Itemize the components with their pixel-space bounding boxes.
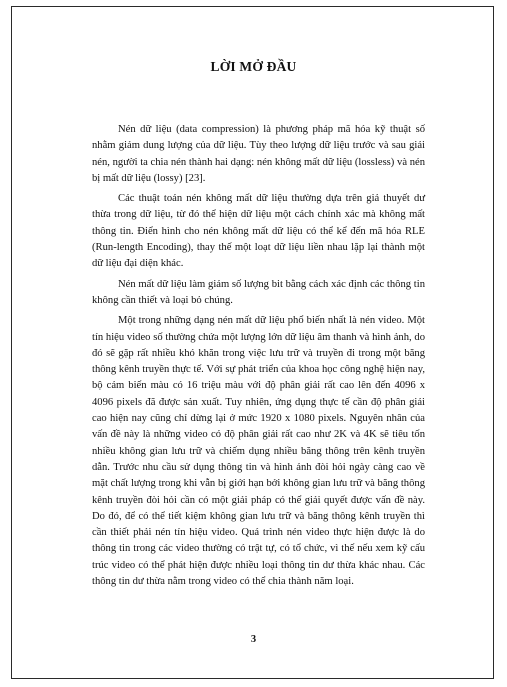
paragraph-video: Một trong những dạng nén mất dữ liệu phổ biến nhất là nén video. Một tín hiệu video số thường chứa một lượng lớn dữ liệu âm thanh và hình ảnh, do đó sẽ gặp rất nhiều khó khăn trong việc lưu trữ và truyền đi trong một băng thông kênh truyền thực tế. Với sự phát triển của khoa học công nghệ hiện nay, bộ cảm biến màu có 16 triệu màu với độ phân giải rất cao lên đến 4096 x 4096 pixels đã được sản xuất. Tuy nhiên, ứng dụng thực tế cần độ phân giải cao hiện nay cũng chỉ dừng lại ở mức 1920 x 1080 pixels. Nguyên nhân của vấn đề này là những video có độ phân giải rất cao như 2K và 4K sẽ tiêu tốn nhiều không gian lưu trữ và chiếm dụng nhiều băng thông trên kênh truyền dẫn. Trước nhu cầu sử dụng thông tin và hình ảnh đòi hỏi ngày càng cao về mặt chất lượng trong khi vẫn bị giới hạn bởi không gian lưu trữ và băng thông kênh truyền đòi hỏi cần có một giải pháp có thể giải quyết được vấn đề này. Do đó, để có thể tiết kiệm không gian lưu trữ và băng thông kênh truyền thì cần thiết phải nén tín hiệu video. Quá trình nén video thực hiện được là do thông tin trong các video thường có trật tự, có tổ chức, vì thế nếu xem kỹ cấu trúc video có thể phát hiện được nhiều loại thông tin dư thừa khác nhau. Các thông tin dư thừa nằm trong video có thể chia thành năm loại. — [92, 315, 425, 588]
paragraph-intro: Nén dữ liệu (data compression) là phương pháp mã hóa kỹ thuật số nhằm giảm dung lượng của dữ liệu. Tùy theo lượng dữ liệu trước và sau giải nén, người ta chia nén thành hai dạng: nén không mất dữ liệu (lossless) và nén bị mất dữ liệu (lossy) [23]. — [92, 124, 425, 184]
paragraph-lossy: Nén mất dữ liệu làm giảm số lượng bit bằng cách xác định các thông tin không cần thiết và loại bỏ chúng. — [92, 278, 425, 306]
paragraph-lossless: Các thuật toán nén không mất dữ liệu thường dựa trên giả thuyết dư thừa trong dữ liệu, từ đó thể hiện dữ liệu một cách chính xác mà không mất thông tin. Điển hình cho nén không mất dữ liệu có thể kể đến mã hóa RLE (Run-length Encoding), thay thế một loạt dữ liệu liền nhau lặp lại thành một dữ liệu đại diện khác. — [92, 193, 425, 270]
page-number: 3 — [250, 634, 257, 645]
body-text — [92, 122, 425, 594]
page-title: LỜI MỞ ĐẦU — [210, 59, 297, 74]
